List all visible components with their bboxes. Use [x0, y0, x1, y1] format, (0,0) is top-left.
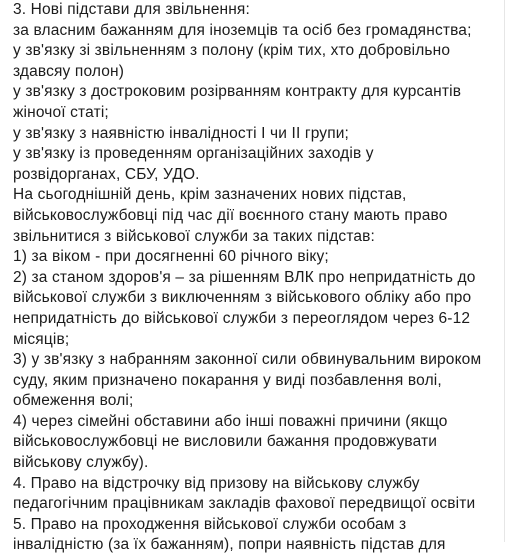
text-line: звільнитися з військової служби за таких підстав:	[13, 227, 376, 245]
text-line: місяців;	[13, 330, 70, 348]
text-line: військовослужбовці під час дії воєнного стану мають право	[13, 206, 448, 224]
text-line: у зв'язку зі звільненням з полону (крім тих, хто добровільно	[13, 42, 451, 60]
text-line: військовослужбовці не висловили бажання продовжувати	[13, 433, 438, 451]
text-line: 4. Право на відстрочку від призову на військову службу	[13, 474, 420, 492]
text-line: На сьогоднішній день, крім зазначених нових підстав,	[13, 186, 407, 204]
text-line: 5. Право на проходження військової служби особам з	[13, 515, 407, 533]
post-body	[13, 0, 498, 556]
text-line: військової служби з виключенням з військового обліку або про	[13, 289, 472, 307]
text-line: військову службу).	[13, 454, 149, 472]
text-line: 3. Нові підстави для звільнення:	[13, 1, 250, 18]
text-line: жіночої статі;	[13, 103, 109, 121]
text-line: суду, яким призначено покарання у виді позбавлення волі,	[13, 371, 442, 389]
text-line-left: здався	[13, 62, 63, 80]
text-line: 1) за віком - при досягненні 60 річного віку;	[13, 248, 329, 266]
text-line: у зв'язку із проведенням організаційних заходів у	[13, 145, 374, 163]
divider	[504, 0, 505, 542]
text-line: інвалідністю (за їх бажанням), попри наявність підстав для	[13, 536, 446, 554]
text-line-split	[13, 62, 498, 83]
text-line: 2) за станом здоров'я – за рішенням ВЛК про непридатність до	[13, 268, 476, 286]
text-line: у зв'язку з достроковим розірванням контракту для курсантів	[13, 83, 462, 101]
text-line: у зв'язку з наявністю інвалідності І чи ІІ групи;	[13, 124, 349, 142]
text-line: розвідорганах, СБУ, УДО.	[13, 165, 200, 183]
text-line: 3) у зв'язку з набранням законної сили обвинувальним вироком	[13, 351, 482, 369]
text-line: за власним бажанням для іноземців та осіб без громадянства;	[13, 21, 472, 39]
text-line-right: у полон)	[62, 62, 125, 80]
text-line: непридатність до військової служби з переоглядом через 6-12	[13, 309, 471, 327]
text-line: педагогічним працівникам закладів фахової передвищої освіти	[13, 495, 476, 513]
text-line: обмеження волі;	[13, 392, 134, 410]
text-line: 4) через сімейні обставини або інші поважні причини (якщо	[13, 412, 448, 430]
